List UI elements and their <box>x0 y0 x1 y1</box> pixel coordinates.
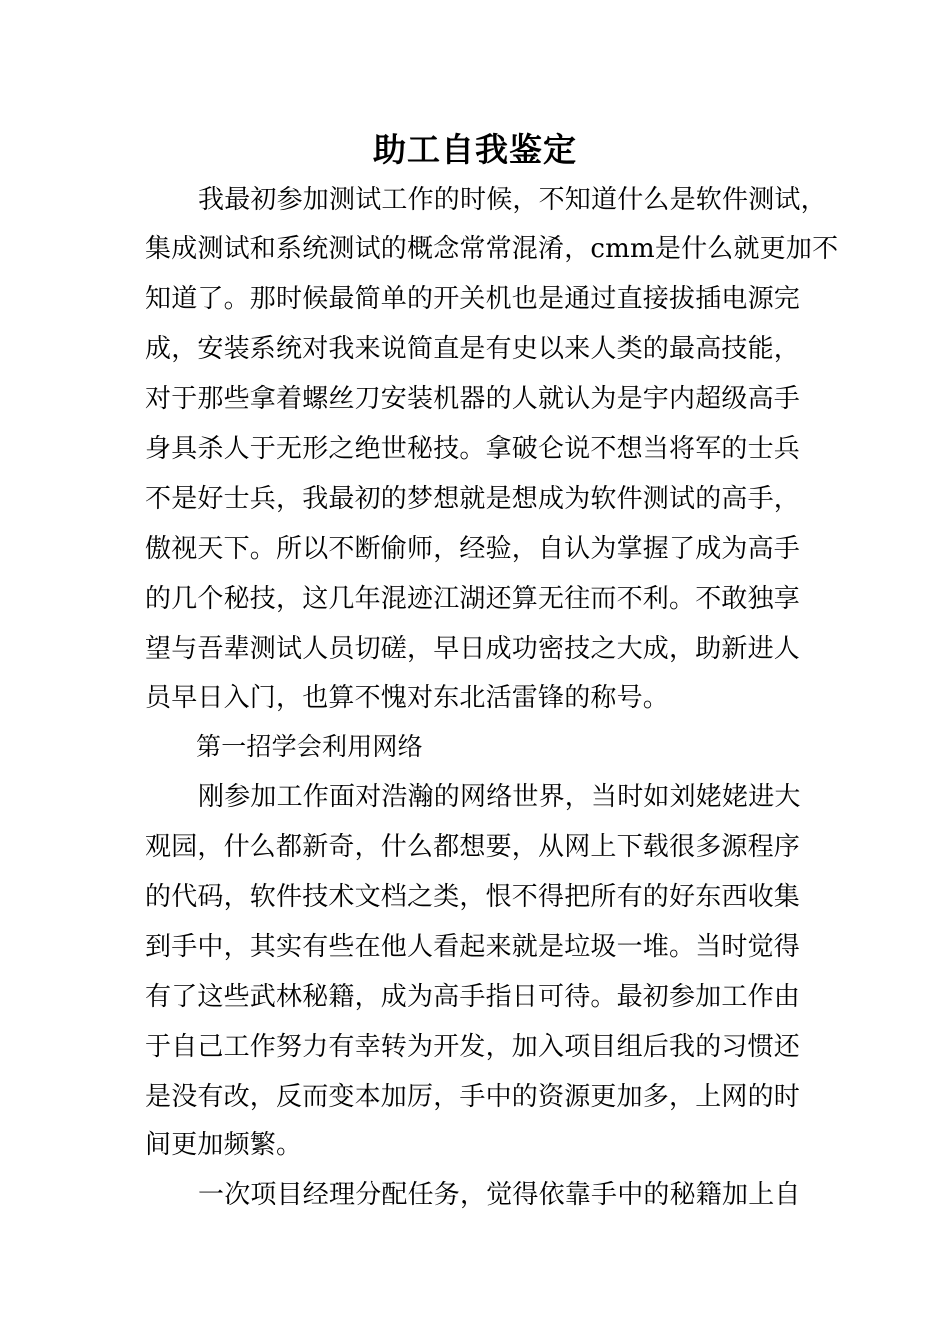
paragraph-line: 一次项目经理分配任务，觉得依靠手中的秘籍加上自 <box>198 1180 801 1210</box>
paragraph-line: 望与吾辈测试人员切磋，早日成功密技之大成，助新进人 <box>145 634 801 664</box>
paragraph-line: 是没有改，反而变本加厉，手中的资源更加多，上网的时 <box>145 1082 801 1112</box>
paragraph-line: 成，安装系统对我来说简直是有史以来人类的最高技能， <box>145 334 801 364</box>
paragraph-line: 集成测试和系统测试的概念常常混淆，cmm是什么就更加不 <box>145 234 839 264</box>
paragraph-line: 我最初参加测试工作的时候，不知道什么是软件测试， <box>198 185 827 215</box>
paragraph-line: 员早日入门，也算不愧对东北活雷锋的称号。 <box>145 683 670 713</box>
paragraph-line: 对于那些拿着螺丝刀安装机器的人就认为是宇内超级高手 <box>145 384 801 414</box>
paragraph-line: 不是好士兵，我最初的梦想就是想成为软件测试的高手， <box>145 484 801 514</box>
paragraph-line: 于自己工作努力有幸转为开发，加入项目组后我的习惯还 <box>145 1032 801 1062</box>
paragraph-line: 到手中，其实有些在他人看起来就是垃圾一堆。当时觉得 <box>145 932 801 962</box>
paragraph-line: 的代码，软件技术文档之类，恨不得把所有的好东西收集 <box>145 882 801 912</box>
paragraph-line: 间更加频繁。 <box>145 1130 303 1160</box>
paragraph-line: 的几个秘技，这几年混迹江湖还算无往而不利。不敢独享 <box>145 584 801 614</box>
paragraph-line: 知道了。那时候最简单的开关机也是通过直接拔插电源完 <box>145 284 801 314</box>
paragraph-line: 有了这些武林秘籍，成为高手指日可待。最初参加工作由 <box>145 982 801 1012</box>
paragraph-line: 刚参加工作面对浩瀚的网络世界，当时如刘姥姥进大 <box>198 782 801 812</box>
paragraph-line: 傲视天下。所以不断偷师，经验，自认为掌握了成为高手 <box>145 534 801 564</box>
paragraph-line: 身具杀人于无形之绝世秘技。拿破仑说不想当将军的士兵 <box>145 434 801 464</box>
paragraph-line: 观园，什么都新奇，什么都想要，从网上下载很多源程序 <box>145 832 801 862</box>
document-title: 助工自我鉴定 <box>373 130 577 169</box>
section-heading: 第一招学会利用网络 <box>196 732 423 761</box>
